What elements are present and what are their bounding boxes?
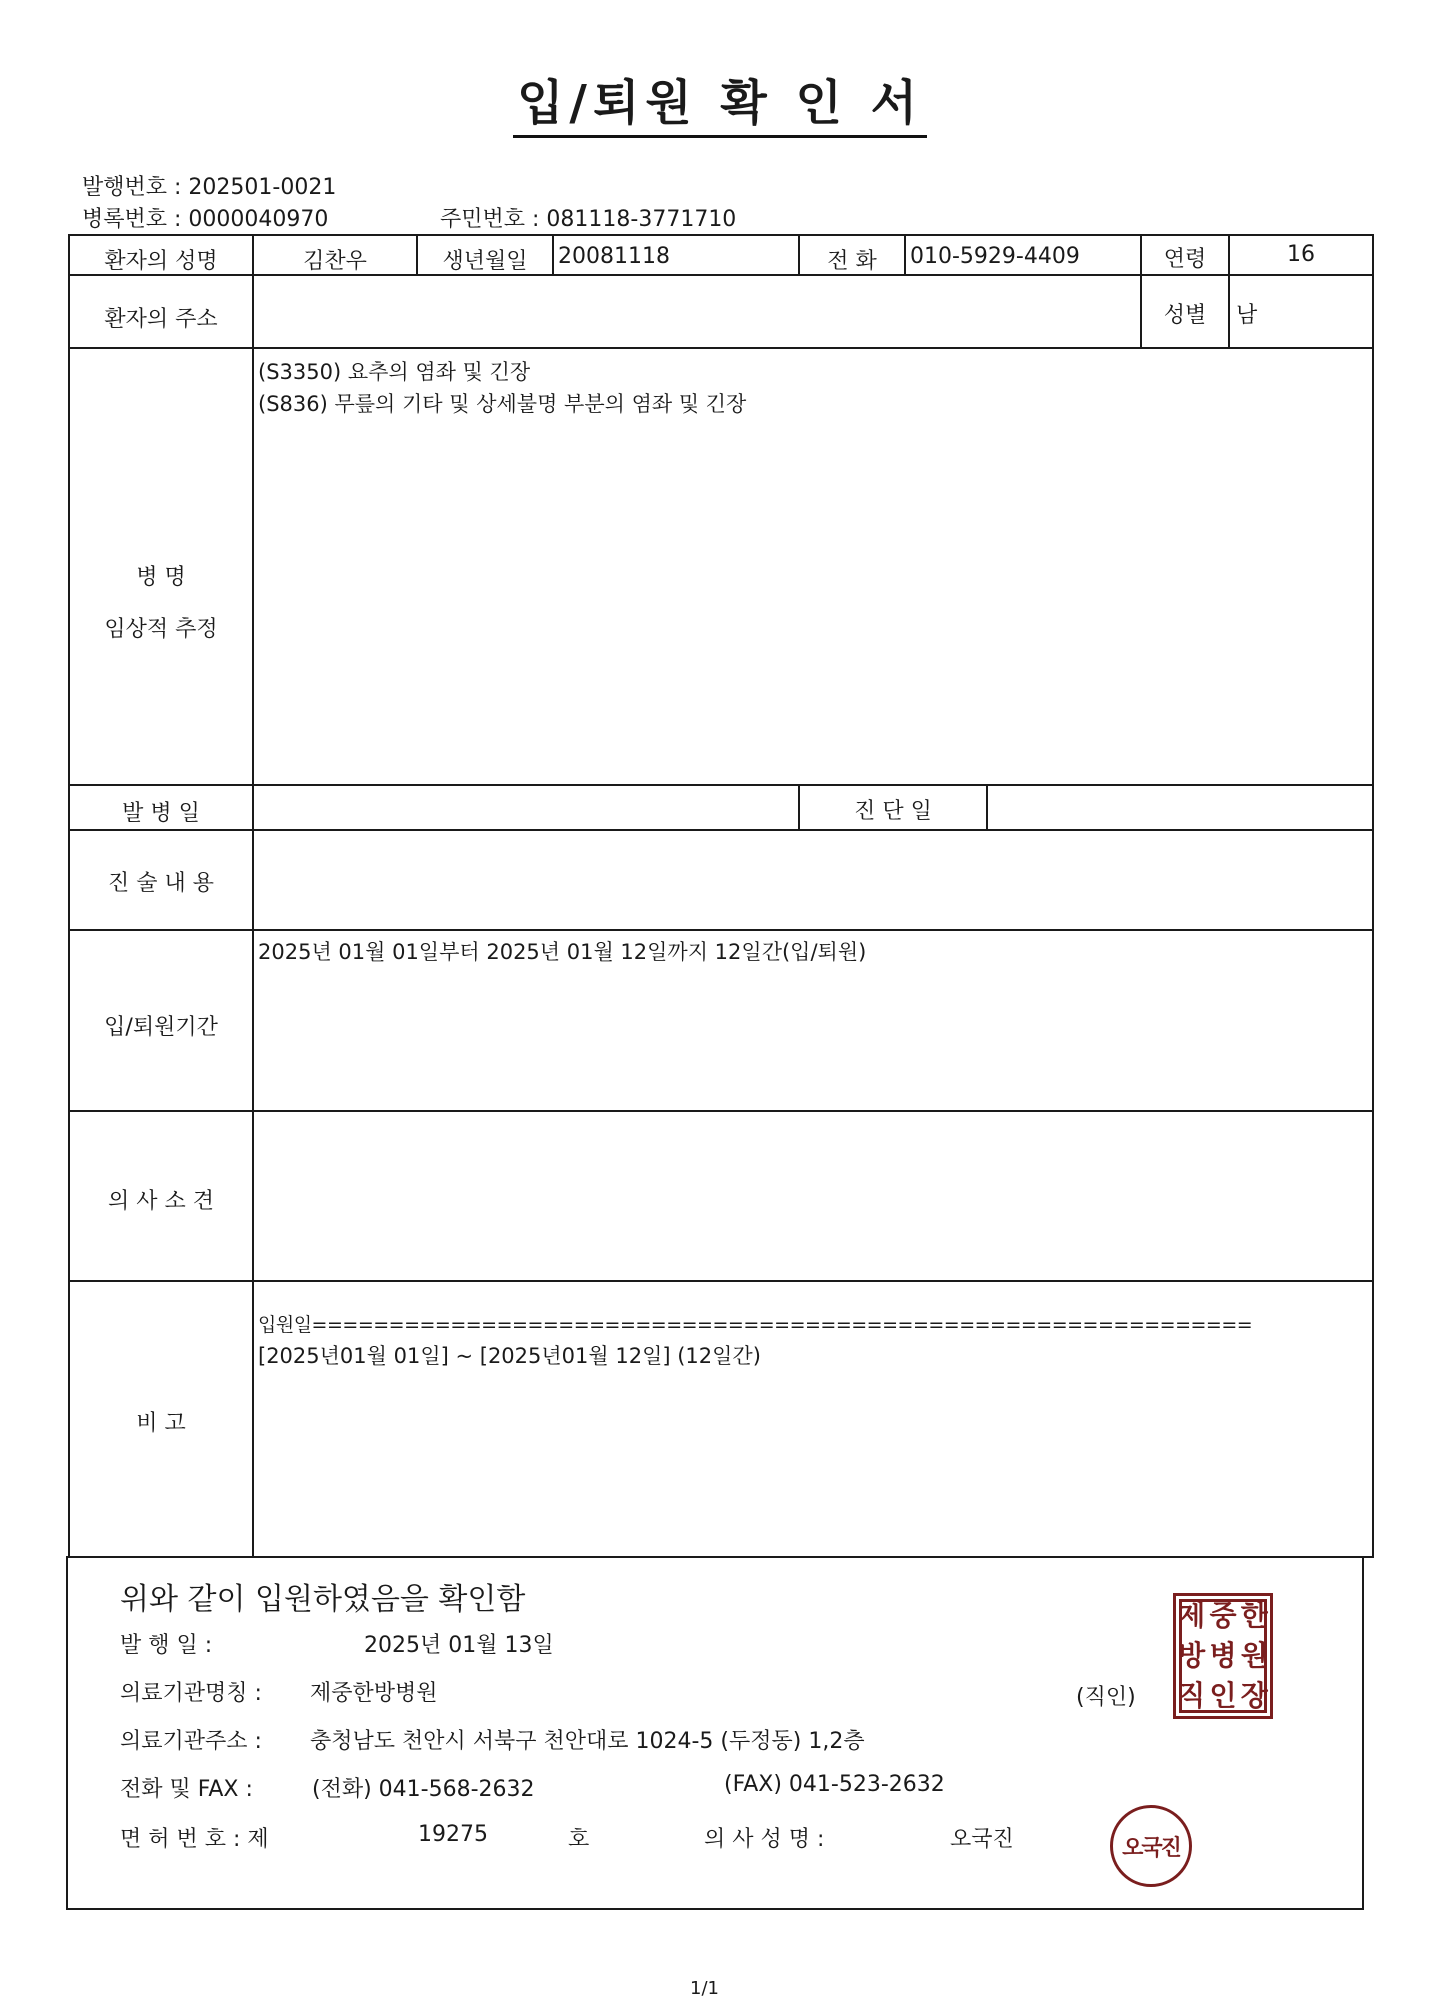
period-label: 입/퇴원기간	[104, 1015, 218, 1040]
remarks-label: 비 고	[136, 1411, 186, 1436]
row-line-6	[68, 1110, 1374, 1112]
footer-border-left	[66, 1556, 68, 1910]
table-border-right	[1372, 234, 1374, 1558]
diagnosis-line: (S836) 무릎의 기타 및 상세불명 부분의 염좌 및 긴장	[258, 392, 747, 416]
institution-label: 의료기관명칭 :	[120, 1681, 262, 1706]
remarks-line: [2025년01월 01일] ~ [2025년01월 12일] (12일간)	[258, 1344, 761, 1368]
seal-note: (직인)	[1076, 1685, 1136, 1710]
row-line-8	[68, 1556, 1374, 1558]
name-value: 김찬우	[303, 249, 367, 274]
period-value: 2025년 01월 01일부터 2025년 01월 12일까지 12일간(입/퇴원)	[258, 940, 867, 964]
label-column-divider	[252, 234, 254, 1556]
record-number: 병록번호 : 0000040970	[82, 207, 329, 232]
doctor-name-label: 의 사 성 명 :	[704, 1827, 825, 1852]
diagnosis-date-label: 진 단 일	[854, 799, 932, 824]
remarks-line: 입원일=============================================================	[258, 1314, 1253, 1336]
row-line-2	[68, 347, 1374, 349]
confirmation-statement: 위와 같이 입원하였음을 확인함	[120, 1582, 526, 1617]
clinical-estimate-label: 임상적 추정	[104, 617, 218, 642]
row1-divider-d	[904, 234, 906, 275]
row-line-5	[68, 929, 1374, 931]
license-label: 면 허 번 호 : 제	[120, 1827, 269, 1852]
institution-phone: (전화) 041-568-2632	[312, 1777, 535, 1802]
address-label: 환자의 주소	[104, 307, 218, 332]
institution-name: 제중한방병원	[310, 1681, 438, 1706]
doctor-name: 오국진	[950, 1827, 1014, 1852]
sex-value: 남	[1236, 303, 1258, 328]
document-title: 입/퇴원 확 인 서	[0, 64, 1440, 133]
footer-border-right	[1362, 1556, 1364, 1910]
phone-fax-label: 전화 및 FAX :	[120, 1777, 253, 1802]
row1-divider-b	[552, 234, 554, 275]
institution-address-label: 의료기관주소 :	[120, 1729, 262, 1754]
age-label: 연령	[1163, 247, 1207, 272]
institution-fax: (FAX) 041-523-2632	[724, 1772, 945, 1797]
diagnosis-label: 병 명	[136, 565, 186, 590]
phone-label: 전 화	[827, 249, 877, 274]
institution-address: 충청남도 천안시 서북구 천안대로 1024-5 (두정동) 1,2층	[310, 1729, 865, 1754]
row-line-3	[68, 784, 1374, 786]
footer-border-bottom	[66, 1908, 1364, 1910]
issue-date-value: 2025년 01월 13일	[364, 1633, 554, 1658]
license-suffix: 호	[568, 1827, 590, 1852]
phone-value: 010-5929-4409	[910, 244, 1080, 269]
issue-number: 발행번호 : 202501-0021	[82, 175, 337, 200]
hospital-seal-stamp: 제 중 한 방 병 원 직 인 장	[1173, 1593, 1273, 1719]
name-label: 환자의 성명	[104, 249, 218, 274]
doctor-seal-stamp: 오국진	[1110, 1805, 1192, 1887]
age-value: 16	[1287, 242, 1315, 267]
sex-label: 성별	[1163, 303, 1207, 328]
birth-value: 20081118	[558, 244, 670, 269]
issue-date-label: 발 행 일 :	[120, 1633, 213, 1658]
diagnosis-line: (S3350) 요추의 염좌 및 긴장	[258, 360, 531, 384]
row-line-4	[68, 829, 1374, 831]
resident-number: 주민번호 : 081118-3771710	[440, 207, 737, 232]
statement-label: 진 술 내 용	[108, 871, 214, 896]
opinion-label: 의 사 소 견	[108, 1189, 214, 1214]
birth-label: 생년월일	[442, 249, 528, 274]
onset-divider-b	[986, 784, 988, 830]
license-number: 19275	[418, 1822, 488, 1847]
row-line-7	[68, 1280, 1374, 1282]
table-border-top	[68, 234, 1374, 236]
onset-label: 발 병 일	[122, 801, 200, 826]
page-number: 1/1	[690, 1978, 719, 1999]
